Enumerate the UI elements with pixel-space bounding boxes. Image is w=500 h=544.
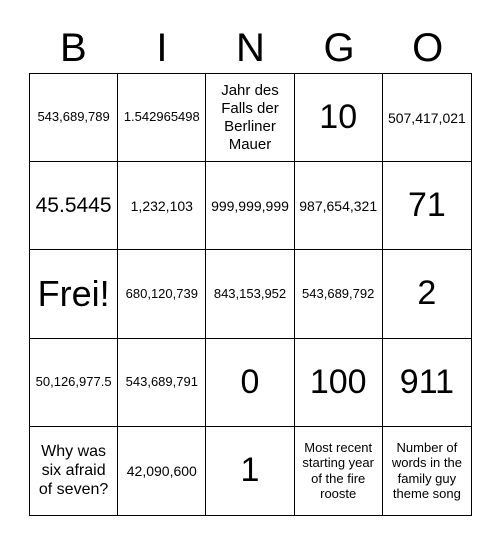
bingo-cell[interactable]: 2 <box>383 250 471 338</box>
bingo-cell[interactable]: 45.5445 <box>30 162 118 250</box>
bingo-cell[interactable]: 843,153,952 <box>206 250 294 338</box>
bingo-cell[interactable]: 543,689,792 <box>295 250 383 338</box>
bingo-board <box>29 73 472 516</box>
bingo-cell[interactable]: 71 <box>383 162 471 250</box>
bingo-cell[interactable]: 1.542965498 <box>118 74 206 162</box>
bingo-cell[interactable]: 1 <box>206 427 294 515</box>
header-letter-o: O <box>412 26 444 70</box>
bingo-cell[interactable]: 680,120,739 <box>118 250 206 338</box>
bingo-cell[interactable]: 999,999,999 <box>206 162 294 250</box>
bingo-cell[interactable]: Jahr des Falls der Berliner Mauer <box>206 74 294 162</box>
header-letter-i: I <box>156 26 168 70</box>
bingo-cell[interactable]: 507,417,021 <box>383 74 471 162</box>
header-letter-g: G <box>323 26 355 70</box>
header-letter-b: B <box>59 26 87 70</box>
bingo-cell[interactable]: 50,126,977.5 <box>30 339 118 427</box>
bingo-cell[interactable]: 911 <box>383 339 471 427</box>
bingo-cell[interactable]: 543,689,789 <box>30 74 118 162</box>
bingo-cell[interactable]: Most recent starting year of the fire rooste <box>295 427 383 515</box>
bingo-cell[interactable]: 543,689,791 <box>118 339 206 427</box>
bingo-cell[interactable]: Number of words in the family guy theme song <box>391 439 462 502</box>
bingo-cell[interactable]: Why was six afraid of seven? <box>30 427 118 515</box>
bingo-cell[interactable]: 987,654,321 <box>295 162 383 250</box>
free-space-cell[interactable]: Frei! <box>30 250 118 338</box>
bingo-cell[interactable]: 10 <box>295 74 383 162</box>
header-letter-n: N <box>236 26 265 70</box>
bingo-cell[interactable]: 0 <box>206 339 294 427</box>
bingo-header <box>29 22 472 74</box>
bingo-cell[interactable]: 1,232,103 <box>118 162 206 250</box>
bingo-cell[interactable]: 100 <box>295 339 383 427</box>
bingo-cell[interactable]: 42,090,600 <box>118 427 206 515</box>
